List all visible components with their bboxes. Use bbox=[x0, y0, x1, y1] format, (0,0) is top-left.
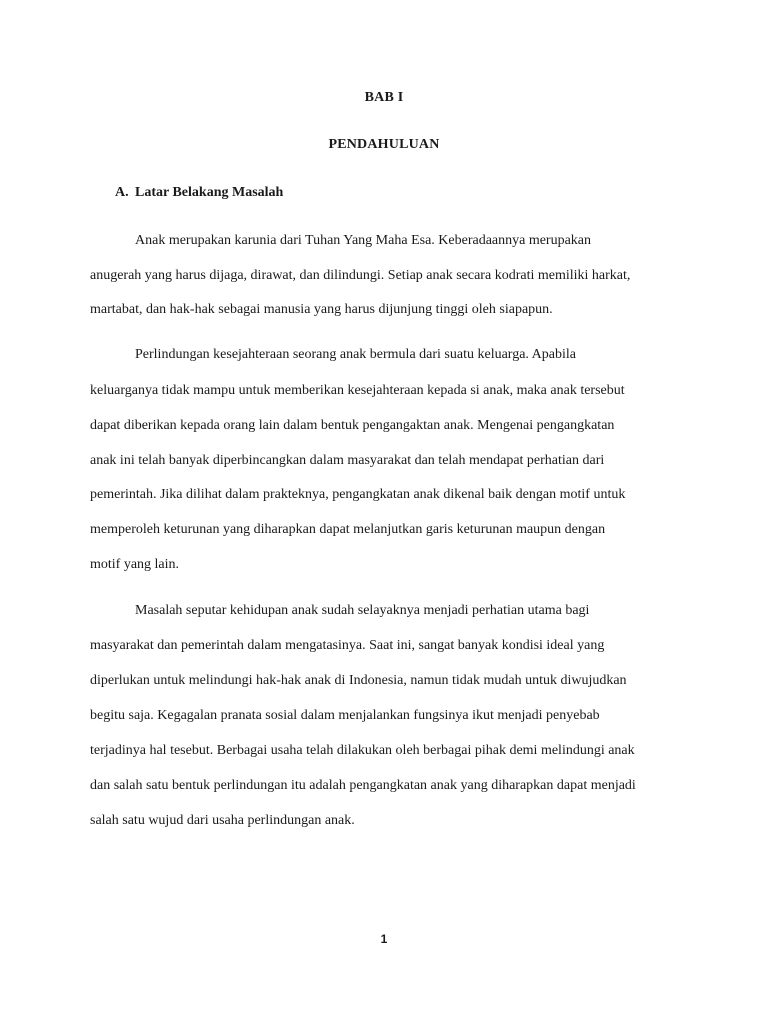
section-heading bbox=[115, 185, 283, 201]
paragraph-2-line-1: Perlindungan kesejahteraan seorang anak bermula dari suatu keluarga. Apabila bbox=[135, 347, 576, 362]
paragraph-3-line-6: dan salah satu bentuk perlindungan itu adalah pengangkatan anak yang diharapkan dapat menjadi bbox=[90, 778, 636, 793]
paragraph-2-line-7: motif yang lain. bbox=[90, 557, 180, 572]
paragraph-3-line-5: terjadinya hal tesebut. Berbagai usaha telah dilakukan oleh berbagai pihak demi melindungi anak bbox=[90, 743, 635, 758]
paragraph-1-line-3: martabat, dan hak-hak sebagai manusia yang harus dijunjung tinggi oleh siapapun. bbox=[90, 302, 553, 317]
paragraph-1-line-1: Anak merupakan karunia dari Tuhan Yang Maha Esa. Keberadaannya merupakan bbox=[135, 233, 592, 248]
paragraph-3-line-3: diperlukan untuk melindungi hak-hak anak di Indonesia, namun tidak mudah untuk diwujudkan bbox=[90, 673, 627, 688]
paragraph-1-line-2: anugerah yang harus dijaga, dirawat, dan dilindungi. Setiap anak secara kodrati memiliki harkat, bbox=[90, 268, 631, 283]
section-title: Latar Belakang Masalah bbox=[135, 185, 284, 200]
paragraph-2-line-2: keluarganya tidak mampu untuk memberikan kesejahteraan kepada si anak, maka anak tersebut bbox=[90, 383, 625, 398]
paragraph-2-line-3: dapat diberikan kepada orang lain dalam bentuk pengangaktan anak. Mengenai pengangkatan bbox=[90, 418, 615, 433]
paragraph-3-line-2: masyarakat dan pemerintah dalam mengatasinya. Saat ini, sangat banyak kondisi ideal yang bbox=[90, 638, 605, 653]
paragraph-3-line-7: salah satu wujud dari usaha perlindungan anak. bbox=[90, 813, 355, 828]
page-number: 1 bbox=[380, 932, 388, 946]
paragraph-3-line-4: begitu saja. Kegagalan pranata sosial dalam menjalankan fungsinya ikut menjadi penyebab bbox=[90, 708, 600, 723]
paragraph-2-line-4: anak ini telah banyak diperbincangkan dalam masyarakat dan telah mendapat perhatian dari bbox=[90, 453, 605, 468]
paragraph-3-line-1: Masalah seputar kehidupan anak sudah selayaknya menjadi perhatian utama bagi bbox=[135, 603, 590, 618]
section-marker: A. bbox=[115, 185, 129, 200]
paragraph-2-line-5: pemerintah. Jika dilihat dalam prakteknya, pengangkatan anak dikenal baik dengan motif untuk bbox=[90, 487, 626, 502]
chapter-title: PENDAHULUAN bbox=[328, 137, 440, 152]
chapter-number: BAB I bbox=[364, 90, 404, 105]
paragraph-2-line-6: memperoleh keturunan yang diharapkan dapat melanjutkan garis keturunan maupun dengan bbox=[90, 522, 606, 537]
